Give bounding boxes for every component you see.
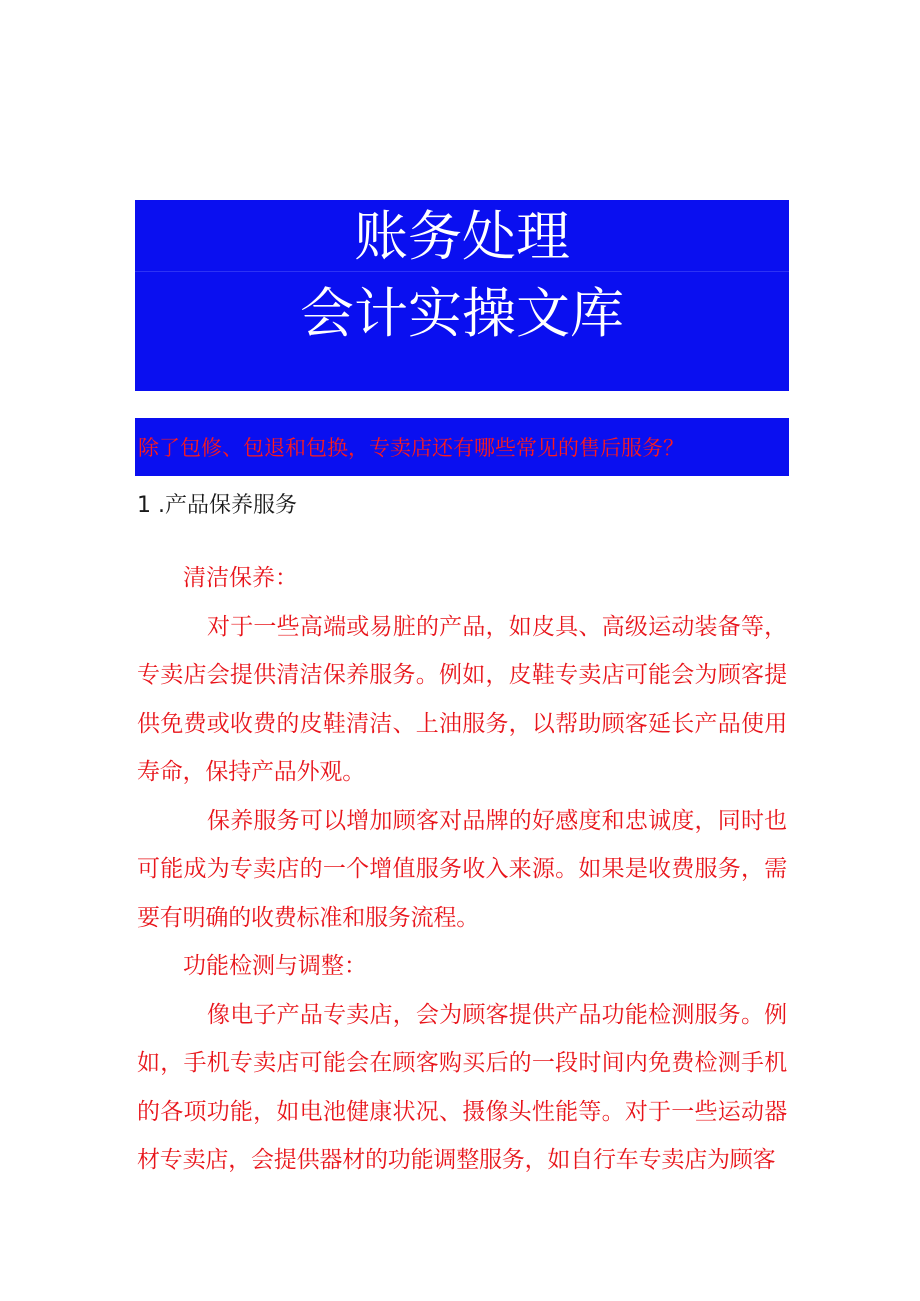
question-text: 除了包修、包退和包换，专卖店还有哪些常见的售后服务？ bbox=[138, 436, 684, 460]
document-body bbox=[137, 486, 787, 1185]
cleaning-heading: 清洁保养： bbox=[183, 565, 298, 591]
cleaning-paragraph-2: 保养服务可以增加顾客对品牌的好感度和忠诚度，同时也可能成为专卖店的一个增值服务收入来源。如果是收费服务，需要有明确的收费标准和服务流程。 bbox=[137, 807, 787, 931]
banner-title-line2: 会计实操文库 bbox=[300, 282, 624, 345]
question-bar bbox=[135, 418, 789, 476]
banner-title-line1: 账务处理 bbox=[354, 205, 570, 268]
section-title: 1 .产品保养服务 bbox=[137, 493, 297, 518]
testing-paragraph-1: 像电子产品专卖店，会为顾客提供产品功能检测服务。例如，手机专卖店可能会在顾客购买后的一段时间内免费检测手机的各项功能，如电池健康状况、摄像头性能等。对于一些运动器材专卖店，会提供器材的功能调整服务，如自行车专卖店为顾客 bbox=[137, 1001, 787, 1173]
cleaning-paragraph-1: 对于一些高端或易脏的产品，如皮具、高级运动装备等，专卖店会提供清洁保养服务。例如，皮鞋专卖店可能会为顾客提供免费或收费的皮鞋清洁、上油服务，以帮助顾客延长产品使用寿命，保持产品外观。 bbox=[137, 613, 787, 785]
banner-divider bbox=[135, 271, 789, 272]
testing-heading: 功能检测与调整： bbox=[183, 953, 367, 979]
title-banner bbox=[135, 200, 789, 391]
